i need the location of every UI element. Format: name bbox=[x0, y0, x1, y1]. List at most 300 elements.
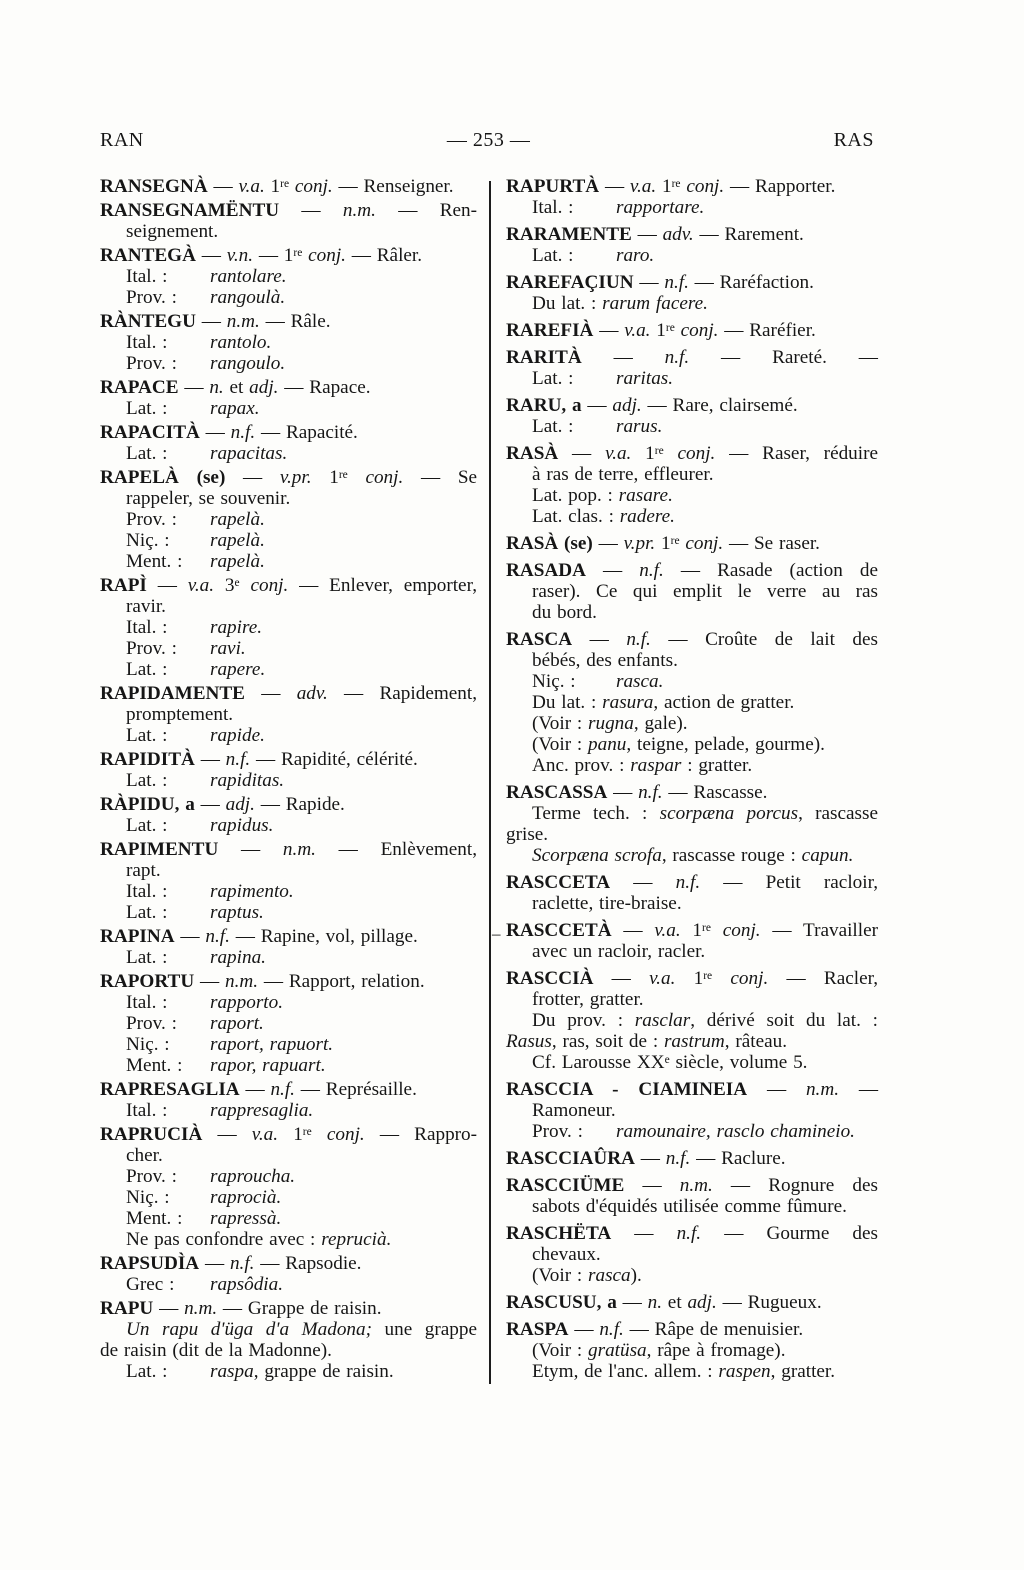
entry-line bbox=[100, 1145, 477, 1166]
plain-text: — bbox=[593, 320, 625, 341]
superscript-text: re bbox=[702, 922, 711, 934]
headword-text: RASCCIÀ bbox=[506, 968, 594, 989]
entry-line bbox=[506, 581, 878, 602]
plain-text bbox=[664, 443, 678, 464]
entry-line bbox=[100, 1361, 477, 1382]
italic-text: rapidus. bbox=[210, 815, 274, 836]
italic-text: v.n. bbox=[226, 245, 254, 266]
entry-line bbox=[506, 1121, 878, 1142]
entry-line bbox=[100, 509, 477, 530]
italic-text: rangoulà. bbox=[210, 287, 286, 308]
plain-text: raser). Ce qui emplit le verre au ras bbox=[532, 581, 878, 602]
headword-text: RAPACITÀ bbox=[100, 422, 200, 443]
italic-text: raspar bbox=[630, 755, 682, 776]
italic-text: raptus. bbox=[210, 902, 264, 923]
plain-text: — bbox=[244, 683, 297, 704]
headword-text: RAPSUDÌA bbox=[100, 1253, 200, 1274]
plain-text: — bbox=[611, 1223, 677, 1244]
entry-line bbox=[100, 1166, 477, 1187]
plain-text: — Râler. bbox=[345, 245, 423, 266]
plain-text: — Rappro- bbox=[364, 1124, 478, 1145]
plain-text: — Grappe de raisin. bbox=[217, 1298, 382, 1319]
headword-text: RASCHËTA bbox=[506, 1223, 612, 1244]
entry-line bbox=[506, 272, 878, 293]
italic-text: rapere. bbox=[210, 659, 266, 680]
plain-text: Etym, de l'anc. allem. : bbox=[532, 1361, 719, 1382]
plain-text: — Rapacité. bbox=[255, 422, 358, 443]
language-label: Niç. : bbox=[126, 1034, 170, 1055]
plain-text: de raisin (dit de la Madonne). bbox=[100, 1340, 332, 1361]
entry-line bbox=[506, 1361, 878, 1382]
italic-text: rapelà. bbox=[210, 530, 265, 551]
italic-text: ramounaire, rasclo chamineio. bbox=[616, 1121, 855, 1142]
italic-text: n.m. bbox=[226, 311, 260, 332]
entry-line bbox=[100, 926, 477, 947]
headword-text: RARITÀ bbox=[506, 347, 582, 368]
italic-text: adj. bbox=[249, 377, 279, 398]
italic-text: rasura bbox=[602, 692, 654, 713]
entry-line bbox=[100, 725, 477, 746]
plain-text: du bord. bbox=[532, 602, 597, 623]
plain-text: sabots d'équidés utilisée comme fûmure. bbox=[532, 1196, 847, 1217]
headword-text: RÀNTEGU bbox=[100, 311, 196, 332]
plain-text: — Raréfier. bbox=[718, 320, 816, 341]
entry-line bbox=[506, 803, 878, 824]
language-label: Lat. : bbox=[126, 902, 168, 923]
entry-line bbox=[100, 488, 477, 509]
dictionary-entry bbox=[506, 272, 878, 314]
entry-line bbox=[100, 422, 477, 443]
italic-text: rapide. bbox=[210, 725, 265, 746]
plain-text: — bbox=[174, 926, 206, 947]
entry-line bbox=[506, 1148, 878, 1169]
language-label: Niç. : bbox=[532, 671, 576, 692]
italic-text: conj. bbox=[308, 245, 346, 266]
dictionary-entry bbox=[100, 467, 477, 572]
headword-text: RAPIDITÀ bbox=[100, 749, 195, 770]
entry-line bbox=[100, 902, 477, 923]
header-guide-word-right: RAS bbox=[833, 129, 874, 151]
dictionary-entry bbox=[100, 1124, 477, 1250]
headword-text: RASCASSA bbox=[506, 782, 608, 803]
plain-text: — Râpe de menuisier. bbox=[623, 1319, 804, 1340]
plain-text: chevaux. bbox=[532, 1244, 601, 1265]
italic-text: rugna bbox=[588, 713, 634, 734]
entry-line bbox=[100, 1187, 477, 1208]
entry-line bbox=[100, 638, 477, 659]
italic-text: conj. bbox=[685, 533, 724, 554]
entry-line bbox=[506, 1175, 878, 1196]
headword-text: RAPORTU bbox=[100, 971, 195, 992]
italic-text: raproucha. bbox=[210, 1166, 296, 1187]
headword-text: RANTEGÀ bbox=[100, 245, 196, 266]
plain-text: — Se bbox=[403, 467, 478, 488]
italic-text: raritas. bbox=[616, 368, 674, 389]
language-label: Lat. : bbox=[126, 815, 168, 836]
plain-text: — bbox=[195, 245, 227, 266]
plain-text: 1 bbox=[655, 533, 671, 554]
entry-line bbox=[100, 749, 477, 770]
dictionary-column-right bbox=[506, 176, 878, 1382]
italic-text: scorpæna porcus bbox=[659, 803, 799, 824]
plain-text: — bbox=[607, 782, 639, 803]
plain-text: Anc. prov. : bbox=[532, 755, 631, 776]
plain-text: — Se raser. bbox=[723, 533, 820, 554]
italic-text: capun. bbox=[801, 845, 854, 866]
headword-text: RASCCIÜME bbox=[506, 1175, 625, 1196]
plain-text: — bbox=[194, 749, 226, 770]
headword-text: RARAMENTE bbox=[506, 224, 632, 245]
italic-text: n.f. bbox=[676, 1223, 702, 1244]
italic-text: rantolo. bbox=[210, 332, 272, 353]
headword-text: RAPURTÀ bbox=[506, 176, 600, 197]
plain-text bbox=[711, 920, 723, 941]
plain-text: — bbox=[616, 1292, 648, 1313]
plain-text: et bbox=[662, 1292, 688, 1313]
headword-text: RASCCETA bbox=[506, 872, 611, 893]
italic-text: n.f. bbox=[230, 422, 256, 443]
italic-text: rasare. bbox=[618, 485, 673, 506]
entry-line bbox=[100, 551, 477, 572]
entry-line bbox=[506, 755, 878, 776]
headword-text: RAPÌ bbox=[100, 575, 147, 596]
italic-text: conj. bbox=[365, 467, 404, 488]
plain-text: — Enlever, emporter, bbox=[288, 575, 477, 596]
entry-line bbox=[506, 395, 878, 416]
italic-text: v.a. bbox=[629, 176, 657, 197]
italic-text: adj. bbox=[612, 395, 642, 416]
entry-line bbox=[100, 659, 477, 680]
plain-text: , teigne, pelade, gourme). bbox=[626, 734, 825, 755]
entry-line bbox=[506, 968, 878, 989]
plain-text: siècle, volume 5. bbox=[669, 1052, 808, 1073]
entry-line bbox=[506, 1031, 878, 1052]
dictionary-entry bbox=[506, 1175, 878, 1217]
language-label: Grec : bbox=[126, 1274, 175, 1295]
italic-text: adj. bbox=[687, 1292, 717, 1313]
dictionary-entry bbox=[100, 683, 477, 746]
dictionary-entry bbox=[506, 920, 878, 962]
entry-line bbox=[100, 794, 477, 815]
dictionary-entry bbox=[506, 629, 878, 776]
entry-line bbox=[506, 1100, 878, 1121]
plain-text: — Rapide. bbox=[254, 794, 345, 815]
dictionary-entry bbox=[100, 794, 477, 836]
italic-text: Un rapu d'üga d'a Madona; bbox=[126, 1319, 372, 1340]
headword-text: RAPACE bbox=[100, 377, 179, 398]
plain-text: Ne pas confondre avec : bbox=[126, 1229, 322, 1250]
plain-text: — Petit racloir, bbox=[700, 872, 879, 893]
entry-line bbox=[506, 533, 878, 554]
italic-text: conj. bbox=[686, 176, 725, 197]
italic-text: rappresaglia. bbox=[210, 1100, 314, 1121]
italic-text: conj. bbox=[722, 920, 761, 941]
entry-line bbox=[506, 872, 878, 893]
italic-text: n.m. bbox=[342, 200, 376, 221]
plain-text: Du lat. : bbox=[532, 293, 603, 314]
dictionary-entry bbox=[506, 1079, 878, 1142]
plain-text: ravir. bbox=[126, 596, 166, 617]
language-label: Lat. : bbox=[532, 368, 574, 389]
entry-line bbox=[506, 560, 878, 581]
entry-line bbox=[506, 734, 878, 755]
headword-text: RÀPIDU, a bbox=[100, 794, 195, 815]
italic-text: gratüsa bbox=[588, 1340, 647, 1361]
headword-text: RAPRESAGLIA bbox=[100, 1079, 240, 1100]
italic-text: v.pr. bbox=[279, 467, 312, 488]
plain-text: Cf. Larousse XX bbox=[532, 1052, 665, 1073]
plain-text: — 1 bbox=[253, 245, 294, 266]
plain-text: , ras, soit de : bbox=[551, 1031, 664, 1052]
dictionary-entry bbox=[506, 782, 878, 866]
italic-text: v.a. bbox=[238, 176, 265, 197]
entry-line bbox=[506, 1292, 878, 1313]
superscript-text: re bbox=[670, 535, 680, 547]
plain-text: 3 bbox=[214, 575, 235, 596]
entry-line bbox=[100, 881, 477, 902]
plain-text: grise. bbox=[506, 824, 549, 845]
plain-text: — Représaille. bbox=[294, 1079, 417, 1100]
italic-text: adj. bbox=[225, 794, 255, 815]
entry-line bbox=[100, 200, 477, 221]
entry-line bbox=[100, 575, 477, 596]
plain-text bbox=[712, 968, 730, 989]
entry-line bbox=[506, 1340, 878, 1361]
plain-text: — Raser, réduire bbox=[715, 443, 879, 464]
plain-text: — Gourme des bbox=[701, 1223, 879, 1244]
italic-text: n.m. bbox=[282, 839, 316, 860]
plain-text: — Croûte de lait des bbox=[650, 629, 879, 650]
plain-text: — bbox=[592, 533, 624, 554]
plain-text: , rascasse bbox=[798, 803, 878, 824]
language-label: Prov. : bbox=[126, 353, 177, 374]
plain-text: — bbox=[631, 224, 663, 245]
headword-text: RASADA bbox=[506, 560, 586, 581]
entry-line bbox=[100, 1013, 477, 1034]
italic-text: n.f. bbox=[270, 1079, 295, 1100]
headword-text: RAPELÀ (se) bbox=[100, 467, 226, 488]
plain-text: 1 bbox=[656, 176, 672, 197]
plain-text: — Rarement. bbox=[693, 224, 804, 245]
entry-line bbox=[506, 692, 878, 713]
language-label: Lat. : bbox=[126, 770, 168, 791]
italic-text: rantolare. bbox=[210, 266, 287, 287]
entry-line bbox=[100, 530, 477, 551]
headword-text: RASCCETÀ bbox=[506, 920, 612, 941]
plain-text: — Renseigner. bbox=[332, 176, 454, 197]
italic-text: conj. bbox=[677, 443, 716, 464]
plain-text: — bbox=[747, 1079, 806, 1100]
entry-line bbox=[506, 824, 878, 845]
plain-text: , râpe à fromage). bbox=[646, 1340, 786, 1361]
dictionary-entry bbox=[506, 968, 878, 1073]
entry-line bbox=[100, 353, 477, 374]
italic-text: n.m. bbox=[184, 1298, 218, 1319]
italic-text: rastrum bbox=[663, 1031, 725, 1052]
plain-text: — Rognure des bbox=[712, 1175, 879, 1196]
entry-line bbox=[100, 683, 477, 704]
italic-text: conj. bbox=[680, 320, 719, 341]
entry-line bbox=[100, 596, 477, 617]
plain-text: — bbox=[199, 1253, 230, 1274]
entry-line bbox=[506, 197, 878, 218]
entry-line bbox=[100, 617, 477, 638]
plain-text: — bbox=[239, 1079, 271, 1100]
language-label: Prov. : bbox=[126, 1166, 177, 1187]
plain-text: seignement. bbox=[126, 221, 219, 242]
italic-text: rapelà. bbox=[210, 509, 265, 530]
plain-text: cher. bbox=[126, 1145, 163, 1166]
plain-text: bébés, des enfants. bbox=[532, 650, 678, 671]
language-label: Ital. : bbox=[126, 992, 168, 1013]
language-label: Lat. : bbox=[126, 947, 168, 968]
dictionary-entry bbox=[100, 245, 477, 308]
entry-line bbox=[100, 1208, 477, 1229]
plain-text: — bbox=[195, 311, 227, 332]
language-label: Prov. : bbox=[532, 1121, 583, 1142]
entry-line bbox=[100, 839, 477, 860]
entry-line bbox=[506, 1010, 878, 1031]
headword-text: RAREFIÀ bbox=[506, 320, 594, 341]
dictionary-entry bbox=[506, 395, 878, 437]
entry-line bbox=[506, 320, 878, 341]
headword-text: RASCA bbox=[506, 629, 573, 650]
italic-text: adv. bbox=[662, 224, 694, 245]
plain-text: — Râle. bbox=[259, 311, 331, 332]
entry-line bbox=[506, 1319, 878, 1340]
italic-text: v.pr. bbox=[623, 533, 656, 554]
plain-text: — Rapine, vol, pillage. bbox=[229, 926, 418, 947]
superscript-text: re bbox=[703, 970, 713, 982]
italic-text: v.a. bbox=[649, 968, 676, 989]
language-label: Lat. : bbox=[126, 443, 168, 464]
italic-text: raport. bbox=[210, 1013, 264, 1034]
italic-text: reprucià. bbox=[321, 1229, 392, 1250]
plain-text: — Ren- bbox=[375, 200, 477, 221]
plain-text: à ras de terre, effleurer. bbox=[532, 464, 714, 485]
entry-line bbox=[100, 1055, 477, 1076]
entry-line bbox=[100, 176, 477, 197]
header-guide-word-left: RAN bbox=[100, 129, 144, 151]
italic-text: n.m. bbox=[805, 1079, 839, 1100]
italic-text: v.a. bbox=[605, 443, 632, 464]
italic-text: rasca. bbox=[616, 671, 664, 692]
plain-text: 1 bbox=[311, 467, 339, 488]
entry-line bbox=[100, 287, 477, 308]
plain-text: rappeler, se souvenir. bbox=[126, 488, 291, 509]
headword-text: RASPA bbox=[506, 1319, 569, 1340]
plain-text: — Rapidement, bbox=[327, 683, 478, 704]
dictionary-entry bbox=[506, 1148, 878, 1169]
plain-text: (Voir : bbox=[532, 1265, 589, 1286]
italic-text: v.a. bbox=[654, 920, 681, 941]
entry-line bbox=[506, 1196, 878, 1217]
superscript-text: re bbox=[280, 178, 290, 190]
superscript-text: re bbox=[293, 247, 303, 259]
plain-text: frotter, gratter. bbox=[532, 989, 644, 1010]
italic-text: rapire. bbox=[210, 617, 263, 638]
plain-text: — Raréfaction. bbox=[688, 272, 814, 293]
plain-text: avec un racloir, racler. bbox=[532, 941, 706, 962]
italic-text: n.f. bbox=[229, 1253, 255, 1274]
entry-line bbox=[506, 416, 878, 437]
italic-text: raprocià. bbox=[210, 1187, 282, 1208]
headword-text: RAPIDAMENTE bbox=[100, 683, 245, 704]
dictionary-entry bbox=[506, 1319, 878, 1382]
plain-text: — bbox=[572, 629, 627, 650]
plain-text: — bbox=[581, 395, 613, 416]
plain-text: — bbox=[635, 1148, 666, 1169]
entry-line bbox=[100, 1079, 477, 1100]
italic-text: v.a. bbox=[251, 1124, 279, 1145]
language-label: Ital. : bbox=[126, 332, 168, 353]
plain-text: — Travailler bbox=[760, 920, 878, 941]
entry-line bbox=[100, 971, 477, 992]
plain-text bbox=[312, 1124, 327, 1145]
entry-line bbox=[100, 1298, 477, 1319]
plain-text: 1 bbox=[264, 176, 281, 197]
plain-text: — Rareté. — bbox=[689, 347, 878, 368]
plain-text: , grappe de raisin. bbox=[253, 1361, 394, 1382]
italic-text: rarus. bbox=[616, 416, 663, 437]
plain-text: — bbox=[146, 575, 188, 596]
plain-text: — bbox=[839, 1079, 879, 1100]
language-label: Ment. : bbox=[126, 551, 183, 572]
entry-line bbox=[100, 992, 477, 1013]
italic-text: raspa bbox=[210, 1361, 254, 1382]
italic-text: n.f. bbox=[664, 347, 690, 368]
language-label: Lat. : bbox=[126, 725, 168, 746]
italic-text: v.a. bbox=[624, 320, 651, 341]
plain-text: — Raclure. bbox=[690, 1148, 786, 1169]
plain-text: — bbox=[178, 377, 210, 398]
headword-text: RANSEGNAMËNTU bbox=[100, 200, 280, 221]
dictionary-entry bbox=[100, 1298, 477, 1382]
dictionary-entry bbox=[100, 1079, 477, 1121]
dictionary-entry bbox=[100, 422, 477, 464]
language-label: Ital. : bbox=[126, 617, 168, 638]
entry-line bbox=[100, 1229, 477, 1250]
headword-text: RASCUSU, a bbox=[506, 1292, 617, 1313]
entry-line bbox=[506, 1079, 878, 1100]
plain-text: Terme tech. : bbox=[532, 803, 660, 824]
plain-text: rapt. bbox=[126, 860, 161, 881]
entry-line bbox=[100, 398, 477, 419]
italic-text: rapressà. bbox=[210, 1208, 282, 1229]
italic-text: n. bbox=[209, 377, 224, 398]
entry-line bbox=[100, 311, 477, 332]
plain-text: ). bbox=[630, 1265, 642, 1286]
plain-text: — bbox=[218, 839, 283, 860]
dictionary-entry bbox=[506, 560, 878, 623]
entry-line bbox=[506, 671, 878, 692]
headword-text: RASCCIA - CIAMINEIA bbox=[506, 1079, 748, 1100]
entry-line bbox=[506, 713, 878, 734]
plain-text: , gratter. bbox=[770, 1361, 836, 1382]
plain-text: — bbox=[581, 347, 665, 368]
plain-text: : gratter. bbox=[681, 755, 753, 776]
language-label: Niç. : bbox=[126, 530, 170, 551]
plain-text: — Rapsodie. bbox=[254, 1253, 362, 1274]
plain-text: — bbox=[194, 794, 226, 815]
plain-text: — Rapporter. bbox=[724, 176, 836, 197]
language-label: Lat. : bbox=[126, 1361, 168, 1382]
italic-text: n.m. bbox=[679, 1175, 713, 1196]
language-label: Ital. : bbox=[126, 266, 168, 287]
dictionary-entry bbox=[100, 176, 477, 197]
italic-text: Rasus bbox=[506, 1031, 552, 1052]
plain-text: — bbox=[585, 560, 640, 581]
